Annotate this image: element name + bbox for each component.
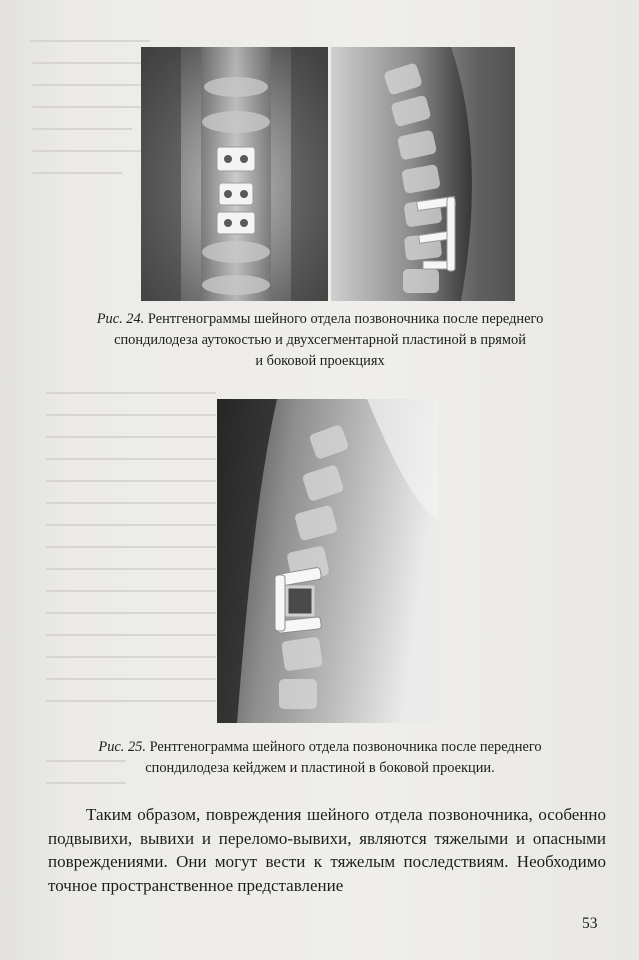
page-number: 53	[582, 915, 598, 932]
figure-25-caption-line-1: Рентгенограмма шейного отдела позвоночника после переднего	[149, 739, 542, 755]
figure-24-number: Рис. 24.	[96, 311, 145, 327]
xray-ap-view-image	[141, 47, 328, 301]
figure-24-caption	[20, 309, 620, 372]
xray-lateral-view-image	[331, 47, 515, 301]
figure-24-caption-line-2: спондилодеза аутокостью и двухсегментарной пластиной в прямой	[114, 332, 526, 348]
paragraph-text: Таким образом, повреждения шейного отдела позвоночника, особенно подвывихи, вывихи и переломо-вывихи, являются тяжелыми и опасными повреждениями. Они могут вести к тяжелым последствиям. Необходимо точное пространственное представление	[48, 805, 606, 895]
figure-24-caption-line-3: и боковой проекциях	[255, 353, 385, 369]
xray-lateral-cage-image	[217, 399, 438, 723]
figure-25-number: Рис. 25.	[98, 739, 146, 755]
figure-25-caption-line-2: спондилодеза кейджем и пластиной в боковой проекции.	[145, 760, 495, 776]
figure-24-caption-line-1: Рентгенограммы шейного отдела позвоночника после переднего	[147, 311, 544, 327]
figure-25-caption	[20, 737, 620, 779]
body-paragraph	[48, 803, 606, 897]
